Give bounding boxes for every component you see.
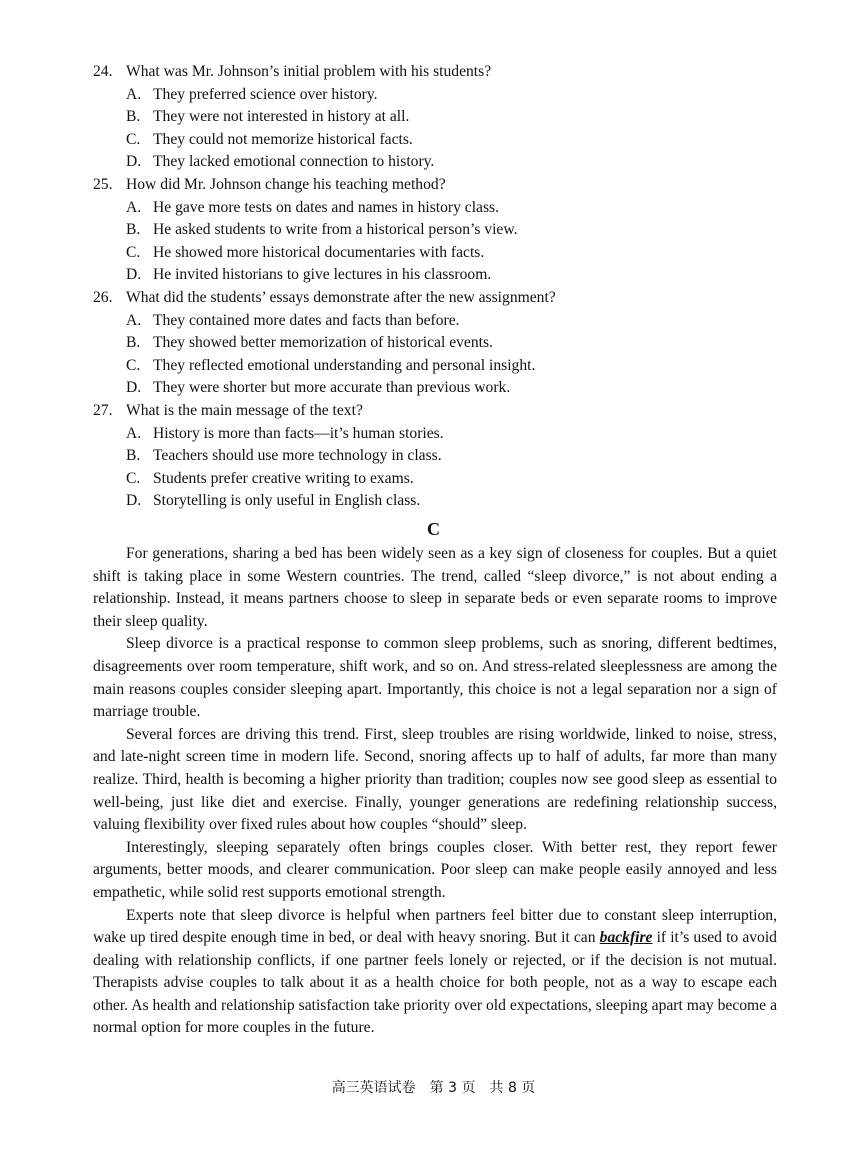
question-number: 27. [93, 402, 113, 419]
option-text: He gave more tests on dates and names in history class. [153, 198, 500, 216]
option-a [93, 84, 793, 107]
question-text: What is the main message of the text? [126, 402, 363, 419]
option-letter: D. [126, 379, 142, 397]
option-text: They could not memorize historical facts. [153, 130, 413, 148]
option-letter: D. [126, 266, 142, 284]
option-b [93, 445, 793, 468]
option-text: Teachers should use more technology in class. [153, 447, 442, 465]
option-d [93, 377, 793, 400]
option-a [93, 197, 793, 220]
option-text: They were not interested in history at all. [153, 108, 410, 126]
question-text: How did Mr. Johnson change his teaching method? [126, 176, 446, 193]
option-text: They lacked emotional connection to history. [153, 153, 435, 171]
option-letter: C. [126, 469, 141, 487]
option-text: Students prefer creative writing to exams. [153, 469, 414, 487]
question-25 [93, 174, 793, 287]
option-text: They were shorter but more accurate than previous work. [153, 379, 511, 397]
question-number: 26. [93, 289, 113, 306]
option-text: They preferred science over history. [153, 85, 378, 103]
passage-paragraph-3: Several forces are driving this trend. First, sleep troubles are rising worldwide, linked to noise, stress, and late-night screen time in modern life. Second, snoring affects up to half of adults, far more than many realize. Third, health is becoming a higher priority than tradition; couples now see good sleep as essential to well-being, just like diet and exercise. Finally, younger generations are redefining relationship success, valuing flexibility over fixed rules about how couples “should” sleep. [93, 725, 777, 834]
option-text: They reflected emotional understanding and personal insight. [153, 356, 536, 374]
option-letter: D. [126, 153, 142, 171]
option-text: He invited historians to give lectures in his classroom. [153, 266, 492, 284]
option-text: He showed more historical documentaries with facts. [153, 243, 485, 261]
option-text: They showed better memorization of historical events. [153, 334, 493, 352]
passage-paragraph-4: Interestingly, sleeping separately often brings couples closer. With better rest, they report fewer arguments, better moods, and clearer communication. Poor sleep can make people easily annoyed and less empathetic, while solid rest supports emotional strength. [93, 838, 777, 901]
option-c [93, 242, 793, 265]
question-stem [93, 400, 793, 423]
page-footer: 高三英语试卷 第 3 页 共 8 页 [331, 1080, 536, 1096]
option-letter: A. [126, 424, 142, 442]
passage-paragraph-5 [93, 905, 777, 1041]
question-stem [93, 174, 793, 197]
option-letter: D. [126, 492, 142, 510]
passage-paragraph-1: For generations, sharing a bed has been widely seen as a key sign of closeness for couples. But a quiet shift is taking place in some Western countries. The trend, called “sleep divorce,” is not about ending a relationship. Instead, it means partners choose to sleep in separate beds or even separate rooms to improve their sleep quality. [93, 545, 777, 630]
option-text: History is more than facts—it’s human stories. [153, 424, 444, 442]
option-a [93, 423, 793, 446]
option-text: Storytelling is only useful in English class. [153, 492, 421, 510]
option-text: They contained more dates and facts than before. [153, 311, 460, 329]
option-c [93, 468, 793, 491]
question-text: What was Mr. Johnson’s initial problem with his students? [126, 63, 492, 80]
option-c [93, 355, 793, 378]
option-letter: B. [126, 108, 141, 126]
question-27 [93, 400, 793, 513]
question-stem [93, 287, 793, 310]
paragraph-text: Experts note that sleep divorce is helpful when partners feel bitter due to constant sleep interruption, wake up tired despite enough time in bed, or deal with heavy snoring. But it can [93, 906, 777, 947]
option-letter: B. [126, 334, 141, 352]
option-b [93, 219, 793, 242]
highlighted-word: backfire [599, 929, 653, 947]
option-letter: A. [126, 198, 142, 216]
question-stem [93, 61, 793, 84]
option-d [93, 264, 793, 287]
option-letter: A. [126, 85, 142, 103]
question-26 [93, 287, 793, 400]
option-text: He asked students to write from a historical person’s view. [153, 221, 518, 239]
question-text: What did the students’ essays demonstrate after the new assignment? [126, 289, 556, 306]
option-b [93, 332, 793, 355]
option-letter: B. [126, 221, 141, 239]
section-heading: C [427, 519, 440, 539]
option-letter: A. [126, 311, 142, 329]
option-letter: C. [126, 130, 141, 148]
reading-passage [93, 543, 777, 1040]
paragraph-text: if it’s used to avoid dealing with relationship conflicts, if one partner feels lonely or rejected, or if the decision is not mutual. Therapists advise couples to talk about it as a health choice for both people, not as a way to escape each other. As health and relationship satisfaction take priority over old expectations, sleeping apart may become a normal option for more couples in the future. [93, 929, 777, 1037]
option-letter: C. [126, 356, 141, 374]
option-d [93, 490, 793, 513]
passage-paragraph-2: Sleep divorce is a practical response to common sleep problems, such as snoring, different bedtimes, disagreements over room temperature, shift work, and so on. And stress-related sleeplessness are among the main reasons couples consider sleeping apart. Importantly, this choice is not a legal separation nor a sign of marriage trouble. [93, 635, 777, 721]
option-letter: B. [126, 447, 141, 465]
option-d [93, 151, 793, 174]
question-number: 25. [93, 176, 113, 193]
question-number: 24. [93, 63, 113, 80]
option-b [93, 106, 793, 129]
question-24 [93, 61, 793, 174]
option-letter: C. [126, 243, 141, 261]
option-c [93, 129, 793, 152]
option-a [93, 310, 793, 333]
